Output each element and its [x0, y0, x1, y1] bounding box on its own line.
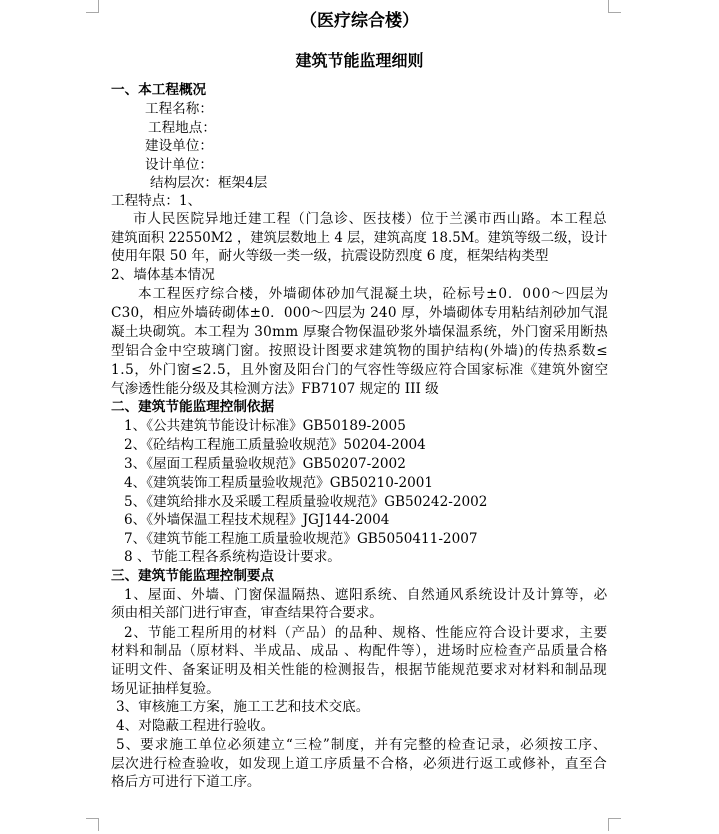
list-item: 6、《外墙保温工程技术规程》JGJ144-2004: [124, 512, 390, 528]
field-designer: 设计单位：: [145, 157, 213, 173]
paragraph-line: 场见证抽样复验。: [111, 681, 220, 697]
paragraph-line: 2、节能工程所用的材料（产品）的品种、规格、性能应符合设计要求，主要: [124, 625, 609, 641]
paragraph-line: 型铝合金中空玻璃门窗。按照设计图要求建筑物的围护结构(外墙)的传热系数≤: [111, 343, 609, 359]
paragraph-line: 3、审核施工方案，施工工艺和技术交底。: [116, 699, 370, 715]
field-structure: 结构层次：框架4层: [150, 175, 268, 191]
field-project-name: 工程名称：: [145, 101, 213, 117]
paragraph-line: 1.5，外门窗≤2.5，且外窗及阳台门的气容性等级应符合国家标准《建筑外窗空: [111, 362, 609, 378]
paragraph-line: 材料和制品（原材料、半成品、成品 、构配件等），进场时应检查产品质量合格: [111, 643, 608, 659]
features-label: 工程特点：1、: [111, 193, 202, 209]
paragraph-line: 凝土块砌筑。本工程为 30mm 厚聚合物保温砂浆外墙保温系统，外门窗采用断热: [111, 324, 608, 340]
document-subtitle: 建筑节能监理细则: [295, 51, 424, 70]
paragraph-line: 5、要求施工单位必须建立“三检”制度，并有完整的检查记录，必须按工序、: [116, 737, 608, 753]
paragraph-line: 使用年限 50 年，耐火等级一类一级，抗震设防烈度 6 度，框架结构类型: [111, 248, 549, 264]
paragraph-line: C30，相应外墙砖砌体±0．000～四层为 240 厚，外墙砌体专用粘结剂砂加气混: [111, 305, 609, 321]
section-heading: 一、本工程概况: [111, 82, 207, 98]
paragraph-line: 气渗透性能分级及其检测方法》FB7107 规定的 III 级: [111, 381, 439, 397]
paragraph-line: 4、对隐蔽工程进行验收。: [116, 718, 275, 734]
paragraph-line: 本工程医疗综合楼，外墙砌体砂加气混凝土块，砼标号±0．000～四层为: [138, 286, 610, 302]
list-item: 3、《屋面工程质量验收规范》GB50207-2002: [124, 456, 406, 472]
list-item: 7、《建筑节能工程施工质量验收规范》GB5050411-2007: [124, 531, 478, 547]
list-item: 8 、节能工程各系统构造设计要求。: [124, 549, 341, 565]
list-item: 5、《建筑给排水及采暖工程质量验收规范》GB50242-2002: [124, 494, 488, 510]
paragraph-line: 层次进行检查验收，如发现上道工序质量不合格，必须进行返工或修补，直至合: [111, 756, 608, 772]
paragraph-line: 格后方可进行下道工序。: [111, 774, 261, 790]
page-corner-mark: [86, 818, 99, 831]
paragraph-line: 1、屋面、外墙、门窗保温隔热、遮阳系统、自然通风系统设计及计算等，必: [124, 587, 609, 603]
list-item: 1、《公共建筑节能设计标准》GB50189-2005: [124, 418, 406, 434]
paragraph-line: 建筑面积 22550M2 ，建筑层数地上 4 层，建筑高度 18.5M。建筑等级二级，设计: [111, 230, 608, 246]
document-title: （医疗综合楼）: [300, 11, 419, 31]
section-heading: 三、建筑节能监理控制要点: [111, 568, 275, 584]
wall-label: 2、墙体基本情况: [111, 267, 215, 283]
section-heading: 二、建筑节能监理控制依据: [111, 399, 275, 415]
list-item: 4、《建筑装饰工程质量验收规范》GB50210-2001: [124, 475, 434, 491]
paragraph-line: 市人民医院异地迁建工程（门急诊、医技楼）位于兰溪市西山路。本工程总: [133, 211, 608, 227]
paragraph-line: 须由相关部门进行审查，审查结果符合要求。: [111, 605, 383, 621]
list-item: 2、《砼结构工程施工质量验收规范》50204-2004: [124, 437, 426, 453]
field-project-location: 工程地点：: [148, 120, 216, 136]
paragraph-line: 证明文件、备案证明及相关性能的检测报告，根据节能规范要求对材料和制品现: [111, 662, 608, 678]
page-corner-mark: [608, 818, 621, 831]
field-builder: 建设单位：: [145, 138, 213, 154]
